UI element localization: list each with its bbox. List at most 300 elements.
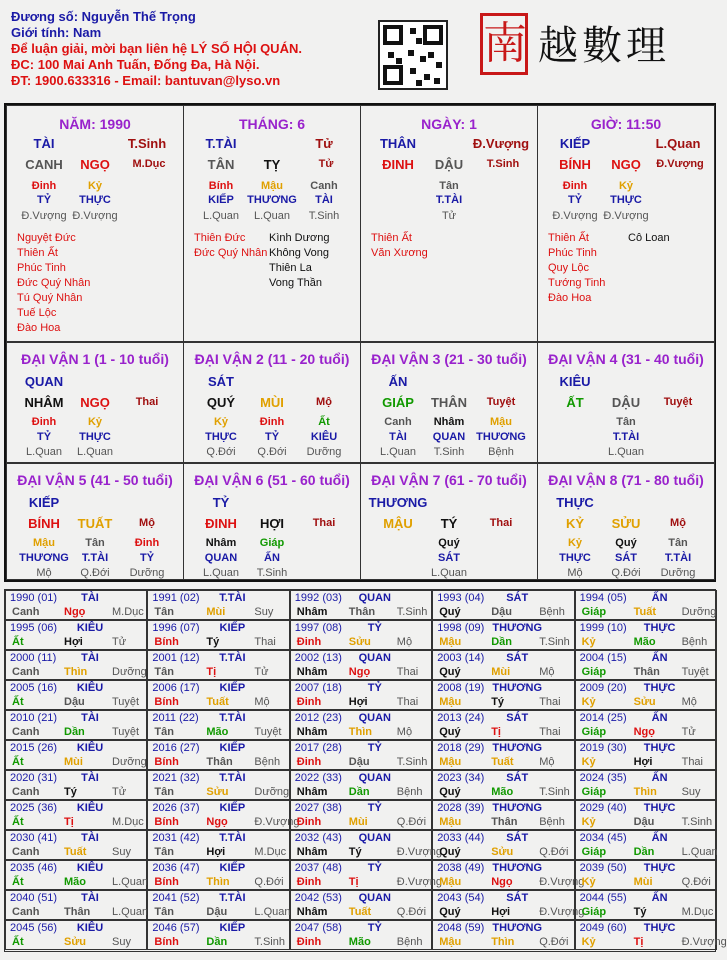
star-item: Thiên La: [269, 262, 312, 274]
year-label: 1992 (03): [294, 592, 342, 604]
year-cell: [575, 890, 717, 920]
year-stem: Mậu: [439, 816, 462, 828]
star-item: Vong Thần: [269, 277, 323, 289]
earthly-branch: DẬU: [611, 395, 641, 410]
hidden-god: THƯƠNG: [19, 552, 69, 564]
year-label: 2016 (27): [152, 742, 200, 754]
year-stem: Quý: [439, 786, 461, 798]
year-branch: Thân: [64, 906, 91, 918]
year-cell: [575, 860, 717, 890]
year-stem: Mậu: [439, 756, 462, 768]
hidden-stem: Đinh: [31, 180, 57, 192]
hidden-god: THỰC: [559, 552, 591, 564]
year-label: 2028 (39): [437, 802, 485, 814]
hidden-god: T.TÀI: [81, 552, 109, 564]
hidden-god: T.TÀI: [612, 431, 640, 443]
year-branch: Ngọ: [348, 666, 371, 678]
year-stem: Giáp: [581, 606, 607, 618]
year-cell: [147, 710, 289, 740]
year-god: TÀI: [81, 832, 99, 844]
star-item: Đức Quý Nhân: [17, 277, 91, 289]
year-god: KIÊU: [76, 802, 104, 814]
year-phase: Suy: [254, 606, 274, 618]
year-branch: Tý: [206, 636, 220, 648]
year-branch: Tuất: [633, 606, 656, 618]
year-branch: Tý: [491, 696, 505, 708]
year-branch: Tý: [348, 846, 362, 858]
pillar-cell: [6, 105, 184, 342]
year-god: QUAN: [358, 772, 391, 784]
year-branch: Dần: [206, 936, 228, 948]
dai-van-cell: [360, 342, 538, 463]
hidden-phase: L.Quan: [25, 446, 63, 458]
ten-god: TÀI: [33, 136, 55, 151]
contact-line: Để luận giải, mời bạn liên hệ LÝ SỐ HỘI QUÁN.: [11, 41, 302, 56]
earthly-branch: TÝ: [440, 516, 458, 531]
year-stem: Canh: [12, 846, 40, 858]
year-god: QUAN: [358, 892, 391, 904]
year-label: 2040 (51): [10, 892, 58, 904]
year-stem: Tân: [154, 846, 174, 858]
year-phase: Mộ: [539, 666, 555, 678]
year-stem: Giáp: [581, 726, 607, 738]
year-god: SÁT: [506, 712, 529, 724]
pillar-cell: [360, 105, 538, 342]
year-cell: [432, 770, 574, 800]
year-phase: L.Quan: [112, 906, 149, 918]
phase: Đ.Vượng: [656, 158, 704, 170]
year-god: ẤN: [651, 892, 668, 904]
year-phase: T.Sinh: [396, 756, 428, 768]
year-god: KIẾP: [219, 742, 246, 754]
year-cell: [147, 860, 289, 890]
year-phase: Tuyệt: [254, 726, 282, 738]
hidden-phase: L.Quan: [76, 446, 114, 458]
hidden-stem: Bính: [208, 180, 234, 192]
year-stem: Bính: [154, 816, 179, 828]
year-phase: Bệnh: [396, 786, 423, 798]
phase: Đ.Vượng: [472, 136, 530, 151]
year-label: 2044 (55): [579, 892, 627, 904]
address-line: ĐC: 100 Mai Anh Tuấn, Đống Đa, Hà Nội.: [11, 57, 260, 72]
hidden-god: THƯƠNG: [476, 431, 526, 443]
year-label: 1996 (07): [152, 622, 200, 634]
year-label: 2019 (30): [579, 742, 627, 754]
hidden-stem: Kỷ: [87, 416, 103, 428]
year-label: 2041 (52): [152, 892, 200, 904]
ten-god: THÂN: [379, 136, 417, 151]
year-stem: Đinh: [296, 876, 322, 888]
hidden-phase: Q.Đới: [206, 446, 236, 458]
year-cell: [5, 740, 147, 770]
phase: Mộ: [139, 517, 155, 529]
hidden-phase: Đ.Vượng: [72, 210, 118, 222]
year-phase: Q.Đới: [396, 906, 427, 918]
hidden-stem: Tân: [668, 537, 688, 549]
holder-name: Nguyễn Thế Trọng: [81, 9, 196, 24]
year-cell: [147, 830, 289, 860]
year-god: TÀI: [81, 892, 99, 904]
chart-grid: [4, 103, 716, 582]
year-label: 2029 (40): [579, 802, 627, 814]
pillar-title: NĂM: 1990: [59, 116, 131, 132]
year-god: THỰC: [643, 682, 676, 694]
dai-van-cell: [537, 342, 715, 463]
hidden-phase: L.Quan: [202, 210, 240, 222]
year-label: 1999 (10): [579, 622, 627, 634]
gender-label: Giới tính:: [11, 25, 70, 40]
star-item: Tuế Lộc: [17, 307, 57, 319]
year-phase: Dưỡng: [254, 786, 290, 798]
ten-god: THƯƠNG: [368, 495, 428, 510]
year-phase: T.Sinh: [539, 636, 570, 648]
star-item: Thiên Đức: [194, 232, 246, 244]
year-god: TỶ: [367, 682, 382, 694]
year-god: T.TÀI: [219, 592, 246, 604]
year-cell: [432, 650, 574, 680]
phase: Mộ: [316, 396, 332, 408]
year-cell: [290, 890, 432, 920]
year-phase: Thai: [539, 696, 561, 708]
pillar-title: NGÀY: 1: [421, 116, 477, 132]
year-label: 2047 (58): [294, 922, 342, 934]
year-god: T.TÀI: [219, 832, 246, 844]
year-stem: Quý: [439, 846, 461, 858]
year-branch: Mùi: [64, 756, 83, 768]
year-god: KIÊU: [76, 922, 104, 934]
year-god: T.TÀI: [219, 892, 246, 904]
hidden-phase: T.Sinh: [433, 446, 465, 458]
year-label: 1994 (05): [579, 592, 627, 604]
year-cell: [147, 650, 289, 680]
year-cell: [5, 590, 147, 620]
year-label: 2042 (53): [294, 892, 342, 904]
year-cell: [290, 830, 442, 860]
year-branch: Mùi: [348, 816, 368, 828]
year-phase: Tử: [681, 726, 696, 738]
gender-value: Nam: [72, 25, 102, 40]
year-god: T.TÀI: [219, 712, 246, 724]
year-cell: [432, 590, 574, 620]
earthly-branch: SỬU: [611, 516, 641, 531]
year-branch: Tuất: [348, 906, 372, 918]
phase: Mộ: [670, 517, 686, 529]
year-phase: L.Quan: [254, 906, 291, 918]
year-label: 2034 (45): [579, 832, 627, 844]
year-stem: Đinh: [296, 756, 322, 768]
year-phase: Bệnh: [254, 756, 281, 768]
year-branch: Dậu: [633, 816, 655, 828]
year-stem: Đinh: [296, 636, 322, 648]
year-god: SÁT: [506, 592, 529, 604]
year-cell: [5, 650, 147, 680]
phase: Thai: [489, 517, 513, 529]
year-branch: Sửu: [348, 636, 371, 648]
earthly-branch: TỴ: [263, 157, 281, 172]
hidden-stem: Đinh: [134, 537, 160, 549]
year-branch: Tị: [206, 666, 217, 678]
year-phase: Đ.Vượng: [254, 816, 300, 828]
ten-god: TỶ: [212, 495, 230, 510]
year-phase: Mộ: [396, 726, 413, 738]
year-god: ẤN: [651, 772, 668, 784]
year-god: KIẾP: [219, 862, 246, 874]
star-item: Thiên Ất: [17, 247, 58, 259]
year-stem: Bính: [154, 696, 179, 708]
year-label: 2048 (59): [437, 922, 485, 934]
year-phase: Tử: [112, 786, 127, 798]
year-stem: Đinh: [296, 816, 322, 828]
year-branch: Hợi: [348, 696, 368, 708]
hidden-stem: Kỷ: [213, 416, 229, 428]
year-cell: [575, 920, 727, 950]
year-cell: [575, 800, 717, 830]
hidden-god: THỰC: [79, 194, 111, 206]
year-stem: Quý: [439, 606, 461, 618]
year-label: 2020 (31): [10, 772, 58, 784]
hidden-phase: Q.Đới: [80, 567, 110, 579]
year-branch: Dần: [633, 846, 655, 858]
year-branch: Mão: [491, 786, 514, 798]
year-stem: Nhâm: [296, 726, 328, 738]
year-god: THỰC: [643, 742, 676, 754]
star-item: Tướng Tinh: [548, 277, 606, 289]
year-branch: Mùi: [491, 666, 511, 678]
year-god: THỰC: [643, 922, 676, 934]
year-phase: Mộ: [681, 696, 697, 708]
year-stem: Ất: [12, 696, 24, 708]
phase: Thai: [312, 517, 336, 529]
year-cell: [147, 680, 289, 710]
year-branch: Tị: [491, 726, 501, 738]
year-stem: Giáp: [581, 846, 607, 858]
star-item: Đào Hoa: [17, 322, 61, 334]
year-label: 2007 (18): [294, 682, 342, 694]
earthly-branch: TUẤT: [77, 516, 113, 531]
year-god: TỶ: [367, 742, 382, 754]
year-cell: [575, 770, 717, 800]
year-phase: Tuyệt: [681, 666, 709, 678]
hidden-phase: Bệnh: [488, 446, 514, 458]
dai-van-cell: [183, 463, 361, 580]
year-stem: Mậu: [439, 636, 462, 648]
year-phase: L.Quan: [681, 846, 718, 858]
holder-label: Đương số:: [11, 9, 79, 24]
year-cell: [575, 680, 717, 710]
hidden-god: T.TÀI: [664, 552, 692, 564]
heavenly-stem: NHÂM: [24, 395, 64, 410]
year-label: 2017 (28): [294, 742, 342, 754]
year-branch: Tị: [633, 936, 644, 948]
year-cell: [575, 620, 717, 650]
year-phase: T.Sinh: [539, 786, 570, 798]
year-stem: Giáp: [581, 906, 607, 918]
year-label: 2032 (43): [294, 832, 342, 844]
year-label: 2043 (54): [437, 892, 485, 904]
year-label: 2035 (46): [10, 862, 58, 874]
annual-luck-table: [4, 589, 727, 952]
hidden-god: THỰC: [205, 431, 237, 443]
hidden-stem: Tân: [616, 416, 636, 428]
year-stem: Kỷ: [581, 696, 596, 708]
year-phase: Q.Đới: [254, 876, 284, 888]
year-cell: [290, 770, 432, 800]
hidden-stem: Đinh: [562, 180, 588, 192]
year-phase: Đ.Vượng: [396, 846, 442, 858]
year-phase: Dưỡng: [112, 666, 147, 678]
year-stem: Quý: [439, 726, 461, 738]
year-branch: Tuất: [491, 756, 514, 768]
year-stem: Tân: [154, 726, 174, 738]
year-branch: Ngọ: [491, 876, 513, 888]
hidden-god: THƯƠNG: [247, 194, 297, 206]
dai-van-cell: [183, 342, 361, 463]
year-phase: Thai: [681, 756, 703, 768]
year-label: 2024 (35): [579, 772, 627, 784]
year-god: TỶ: [367, 922, 382, 934]
year-phase: Tử: [254, 666, 269, 678]
year-phase: Đ.Vượng: [396, 876, 442, 888]
brand-calligraphy: 越數理: [538, 23, 670, 69]
year-stem: Kỷ: [581, 816, 596, 828]
year-stem: Canh: [12, 606, 40, 618]
hidden-god: TÀI: [389, 431, 407, 443]
year-cell: [575, 740, 717, 770]
star-item: Phúc Tinh: [17, 262, 66, 274]
year-god: ẤN: [651, 592, 668, 604]
heavenly-stem: ĐINH: [382, 157, 414, 172]
year-branch: Tý: [633, 906, 647, 918]
heavenly-stem: TÂN: [207, 157, 235, 172]
year-label: 2033 (44): [437, 832, 485, 844]
year-god: THƯƠNG: [492, 802, 543, 814]
year-label: 2031 (42): [152, 832, 200, 844]
year-label: 2039 (50): [579, 862, 627, 874]
year-phase: L.Quan: [112, 876, 149, 888]
year-cell: [575, 830, 717, 860]
year-god: T.TÀI: [219, 652, 246, 664]
hidden-phase: L.Quan: [253, 210, 291, 222]
hidden-stem: Nhâm: [433, 416, 465, 428]
year-branch: Ngọ: [633, 726, 655, 738]
hidden-stem: Quý: [438, 537, 460, 549]
year-stem: Kỷ: [581, 636, 596, 648]
year-phase: Tuyệt: [112, 726, 140, 738]
dai-van-cell: [537, 463, 715, 580]
year-cell: [5, 680, 147, 710]
year-branch: Thân: [206, 756, 233, 768]
hidden-phase: Dưỡng: [129, 567, 165, 579]
year-cell: [147, 620, 289, 650]
year-branch: Mão: [633, 636, 656, 648]
year-label: 2026 (37): [152, 802, 200, 814]
year-label: 1995 (06): [10, 622, 58, 634]
heavenly-stem: CANH: [25, 157, 63, 172]
year-cell: [147, 920, 289, 950]
year-stem: Ất: [12, 636, 24, 648]
year-branch: Mùi: [633, 876, 653, 888]
year-god: QUAN: [358, 652, 391, 664]
year-phase: Mộ: [539, 756, 555, 768]
year-cell: [5, 710, 147, 740]
year-label: 2045 (56): [10, 922, 58, 934]
year-branch: Tuất: [206, 696, 229, 708]
year-stem: Kỷ: [581, 876, 596, 888]
year-branch: Sửu: [633, 696, 656, 708]
year-phase: Q.Đới: [539, 846, 569, 858]
year-stem: Nhâm: [296, 666, 328, 678]
year-god: QUAN: [358, 592, 391, 604]
year-stem: Ất: [12, 816, 24, 828]
earthly-branch: NGỌ: [80, 157, 110, 172]
hidden-god: T.TÀI: [435, 194, 463, 206]
year-label: 2009 (20): [579, 682, 627, 694]
year-cell: [290, 650, 432, 680]
year-god: TÀI: [81, 772, 99, 784]
star-item: Thiên Ất: [548, 232, 589, 244]
year-god: KIÊU: [76, 742, 104, 754]
year-label: 2038 (49): [437, 862, 485, 874]
phase: Thai: [135, 396, 159, 408]
year-god: QUAN: [358, 832, 391, 844]
year-god: ẤN: [651, 712, 668, 724]
year-branch: Dần: [491, 636, 512, 648]
year-cell: [432, 920, 574, 950]
hidden-stem: Nhâm: [205, 537, 237, 549]
hidden-phase: Mộ: [567, 567, 583, 579]
year-stem: Canh: [12, 906, 40, 918]
year-stem: Kỷ: [581, 756, 596, 768]
year-god: THƯƠNG: [492, 682, 543, 694]
hidden-phase: Đ.Vượng: [21, 210, 67, 222]
year-phase: M.Dục: [254, 846, 287, 858]
heavenly-stem: ĐINH: [205, 516, 237, 531]
year-cell: [147, 890, 289, 920]
year-branch: Dậu: [348, 756, 370, 768]
year-cell: [432, 620, 574, 650]
hidden-god: QUAN: [204, 552, 238, 564]
heavenly-stem: BÍNH: [559, 157, 591, 172]
year-phase: T.Sinh: [254, 936, 285, 948]
year-god: TỶ: [367, 802, 382, 814]
year-god: ẤN: [651, 832, 668, 844]
dai-van-cell: [6, 463, 184, 580]
year-god: ẤN: [651, 652, 668, 664]
year-stem: Quý: [439, 906, 461, 918]
year-cell: [432, 710, 574, 740]
year-label: 1991 (02): [152, 592, 200, 604]
year-stem: Tân: [154, 786, 174, 798]
hidden-stem: Kỷ: [618, 180, 634, 192]
year-branch: Mùi: [206, 606, 226, 618]
year-label: 2049 (60): [579, 922, 627, 934]
year-stem: Ất: [12, 876, 24, 888]
year-phase: Thai: [539, 726, 561, 738]
heavenly-stem: KỶ: [565, 516, 585, 531]
year-label: 2012 (23): [294, 712, 342, 724]
year-branch: Mão: [348, 936, 371, 948]
year-label: 2023 (34): [437, 772, 485, 784]
year-stem: Giáp: [581, 666, 607, 678]
hidden-stem: Tân: [85, 537, 105, 549]
year-branch: Tị: [348, 876, 359, 888]
ten-god: T.TÀI: [205, 136, 237, 151]
year-label: 2006 (17): [152, 682, 200, 694]
year-god: THƯƠNG: [492, 922, 543, 934]
year-phase: Q.Đới: [681, 876, 711, 888]
year-god: THƯƠNG: [492, 622, 543, 634]
hidden-stem: Mậu: [261, 180, 283, 192]
